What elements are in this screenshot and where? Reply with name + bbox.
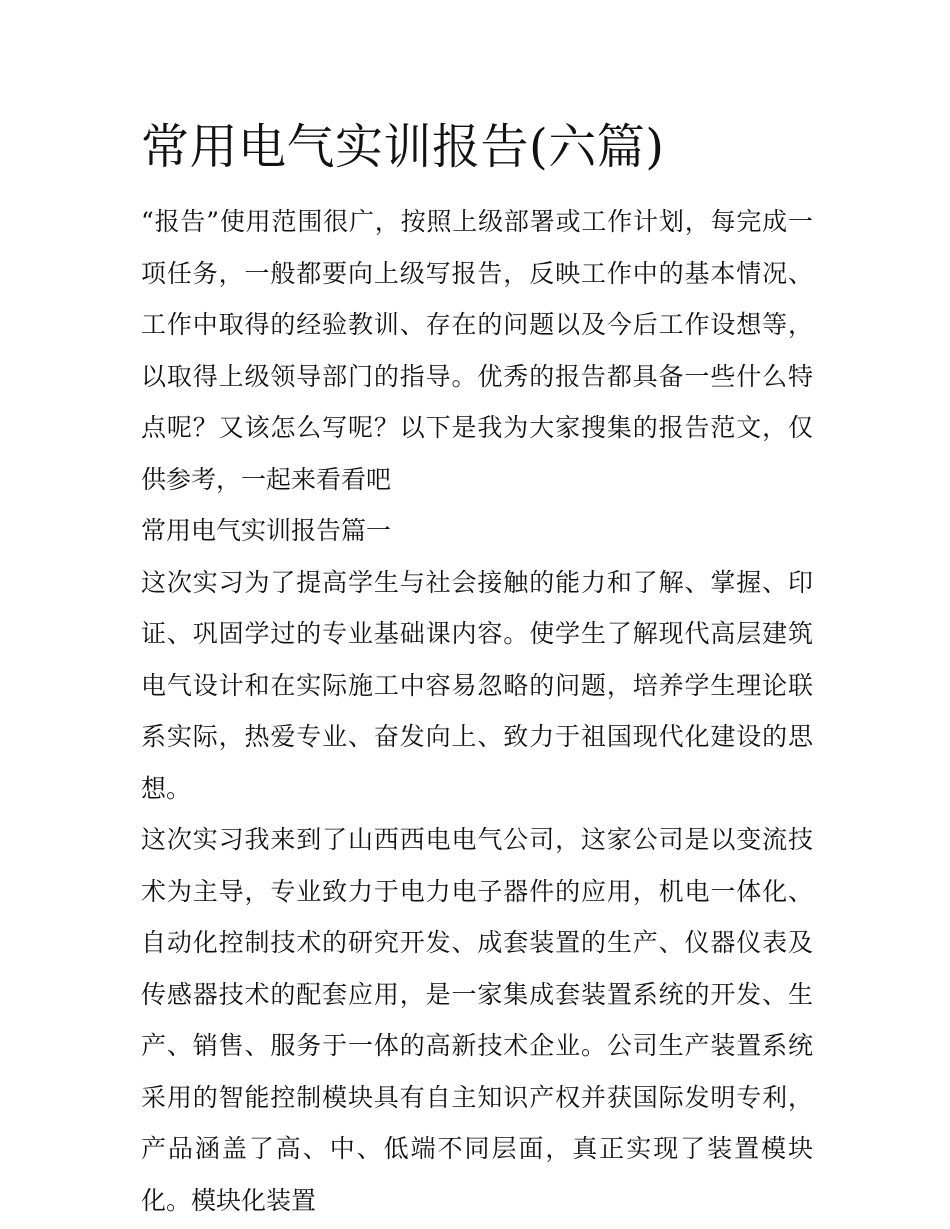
body-paragraph-2: 这次实习我来到了山西西电电气公司，这家公司是以变流技术为主导，专业致力于电力电子器件的应用，机电一体化、自动化控制技术的研究开发、成套装置的生产、仪器仪表及传感器技术的配套应用，是一家集成套装置系统的开发、生产、销售、服务于一体的高新技术企业。公司生产装置系统采用的智能控制模块具有自主知识产权并获国际发明专利，产品涵盖了高、中、低端不同层面，真正实现了装置模块化。模块化装置 <box>141 825 813 1215</box>
intro-paragraph: “报告”使用范围很广，按照上级部署或工作计划，每完成一项任务，一般都要向上级写报告，反映工作中的基本情况、工作中取得的经验教训、存在的问题以及今后工作设想等，以取得上级领导部门的指导。优秀的报告都具备一些什么特点呢？又该怎么写呢？以下是我为大家搜集的报告范文，仅供参考，一起来看看吧 <box>141 207 813 494</box>
section-heading: 常用电气实训报告篇一 <box>141 516 392 545</box>
body-paragraph-1: 这次实习为了提高学生与社会接触的能力和了解、掌握、印证、巩固学过的专业基础课内容。使学生了解现代高层建筑电气设计和在实际施工中容易忽略的问题，培养学生理论联系实际，热爱专业、奋发向上、致力于祖国现代化建设的思想。 <box>141 567 813 803</box>
document-content <box>141 112 813 1226</box>
document-title: 常用电气实训报告(六篇) <box>141 119 665 175</box>
